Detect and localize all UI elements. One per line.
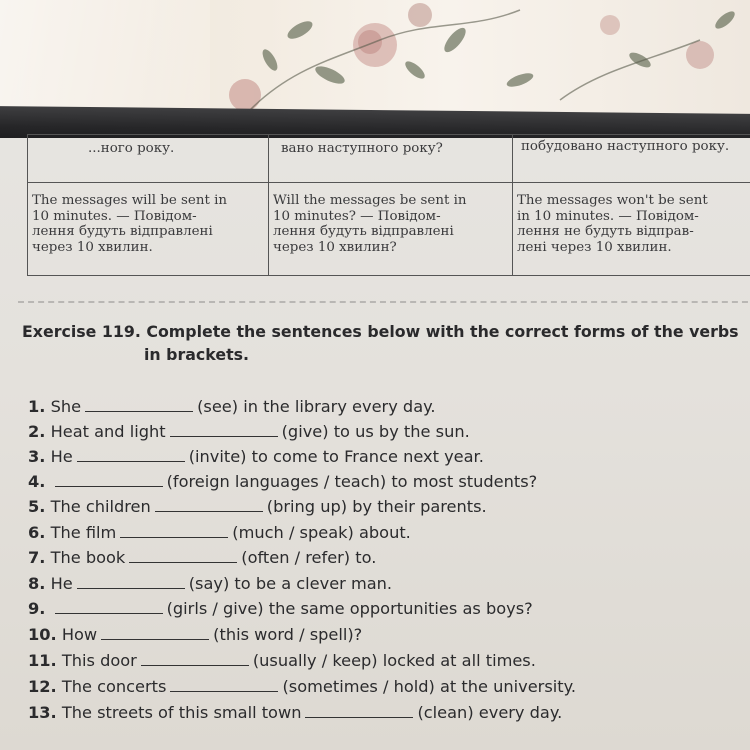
answer-blank[interactable] <box>141 651 249 666</box>
sentence-number: 5. <box>28 497 46 516</box>
answer-blank[interactable] <box>55 599 163 614</box>
sentence-item <box>28 397 436 416</box>
cell-line: in 10 minutes. — Повідом- <box>517 208 699 224</box>
background-curtain <box>0 0 750 125</box>
exercise-title-line: Exercise 119. Complete the sentences below with the correct forms of the verbs <box>22 322 739 341</box>
answer-blank[interactable] <box>77 447 185 462</box>
sentence-number: 10. <box>28 625 57 644</box>
answer-blank[interactable] <box>120 523 228 538</box>
sentence-text: (give) to us by the sun. <box>281 422 470 441</box>
cell-text: ...ного року. <box>88 141 175 156</box>
cell-line: лені через 10 хвилин. <box>517 239 672 255</box>
answer-blank[interactable] <box>155 497 263 512</box>
answer-blank[interactable] <box>85 397 193 412</box>
exercise-title <box>22 320 742 366</box>
cell-line: 10 minutes. — Повідом- <box>32 208 197 224</box>
sentence-number: 1. <box>28 397 46 416</box>
sentence-item <box>28 422 470 441</box>
answer-blank[interactable] <box>170 677 278 692</box>
table-cell <box>268 182 513 276</box>
sentence-text: (much / speak) about. <box>232 523 411 542</box>
sentence-text: (girls / give) the same opportunities as boys? <box>166 599 533 618</box>
sentence-number: 7. <box>28 548 46 567</box>
table-cell <box>27 134 269 183</box>
sentence-item <box>28 625 362 644</box>
answer-blank[interactable] <box>77 574 185 589</box>
sentence-item <box>28 651 536 670</box>
sentence-text: (sometimes / hold) at the university. <box>282 677 577 696</box>
cell-line: через 10 хвилин? <box>273 239 397 255</box>
answer-blank[interactable] <box>55 472 163 487</box>
answer-blank[interactable] <box>170 422 278 437</box>
answer-blank[interactable] <box>305 703 413 718</box>
cell-line: лення будуть відправлені <box>273 224 454 240</box>
sentence-text: (clean) every day. <box>417 703 563 722</box>
sentence-text: (bring up) by their parents. <box>266 497 487 516</box>
sentence-number: 12. <box>28 677 57 696</box>
cell-line: через 10 хвилин. <box>32 239 153 255</box>
sentence-number: 9. <box>28 599 46 618</box>
sentence-number: 3. <box>28 447 46 466</box>
sentence-item <box>28 497 487 516</box>
sentence-item <box>28 703 562 722</box>
sentence-item <box>28 523 411 542</box>
sentence-item <box>28 472 537 491</box>
sentence-text: (see) in the library every day. <box>197 397 436 416</box>
dashed-separator <box>18 301 750 303</box>
sentence-text: This door <box>61 651 137 670</box>
sentence-item <box>28 574 392 593</box>
answer-blank[interactable] <box>129 548 237 563</box>
sentence-text: (often / refer) to. <box>241 548 377 567</box>
sentence-text: The children <box>50 497 151 516</box>
grammar-table <box>27 134 750 276</box>
cell-line: 10 minutes? — Повідом- <box>273 208 441 224</box>
cell-text: вано наступного року? <box>281 141 443 156</box>
sentence-text: (foreign languages / teach) to most students? <box>166 472 538 491</box>
sentence-item <box>28 447 484 466</box>
cell-line: лення будуть відправлені <box>32 224 213 240</box>
table-cell <box>268 134 513 183</box>
cell-line: Will the messages be sent in <box>273 193 467 208</box>
sentence-text: He <box>50 574 73 593</box>
cell-line: лення не будуть відправ- <box>517 224 694 240</box>
floral-pattern <box>0 0 750 125</box>
sentence-text: (invite) to come to France next year. <box>188 447 484 466</box>
sentence-item <box>28 599 533 618</box>
sentence-number: 13. <box>28 703 57 722</box>
cell-line: The messages won't be sent <box>517 193 708 208</box>
sentence-text: How <box>61 625 98 644</box>
sentence-text: The film <box>50 523 117 542</box>
sentence-text: Heat and light <box>50 422 166 441</box>
exercise-title-line: in brackets. <box>144 345 250 364</box>
sentence-text: He <box>50 447 73 466</box>
sentence-text: (this word / spell)? <box>213 625 363 644</box>
sentence-text: (say) to be a clever man. <box>188 574 393 593</box>
sentence-item <box>28 677 576 696</box>
sentence-text: The streets of this small town <box>61 703 302 722</box>
sentence-item <box>28 548 376 567</box>
table-cell <box>512 182 750 276</box>
sentence-number: 2. <box>28 422 46 441</box>
sentence-text: (usually / keep) locked at all times. <box>252 651 536 670</box>
table-cell <box>512 134 750 183</box>
table-cell <box>27 182 269 276</box>
sentence-text: The book <box>50 548 126 567</box>
sentence-text: The concerts <box>61 677 167 696</box>
sentence-number: 6. <box>28 523 46 542</box>
sentence-number: 11. <box>28 651 57 670</box>
cell-text: побудовано наступного року. <box>521 139 730 154</box>
sentence-number: 8. <box>28 574 46 593</box>
sentence-number: 4. <box>28 472 46 491</box>
cell-line: The messages will be sent in <box>32 193 227 208</box>
answer-blank[interactable] <box>101 625 209 640</box>
sentence-text: She <box>50 397 82 416</box>
